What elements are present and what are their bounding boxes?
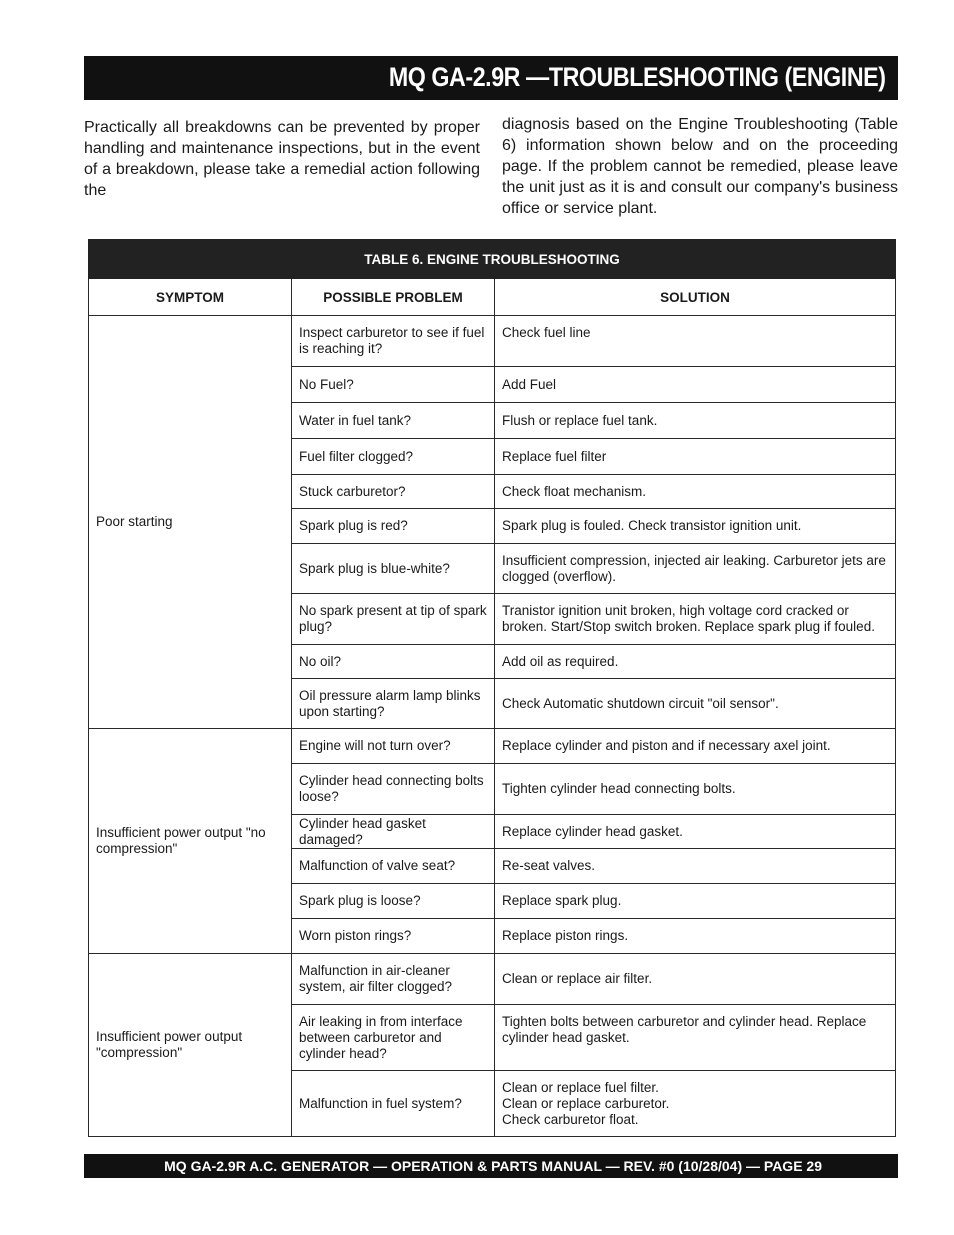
- table-row: [89, 316, 896, 367]
- table-title-row: [89, 240, 896, 279]
- possible-problem-cell: Malfunction in air-cleaner system, air filter clogged?: [292, 954, 495, 1005]
- solution-cell: Replace piston rings.: [495, 919, 896, 954]
- solution-cell: Check fuel line: [495, 316, 896, 367]
- symptom-cell: Insufficient power output "compression": [89, 954, 292, 1137]
- table-row: [89, 729, 896, 764]
- possible-problem-cell: Malfunction of valve seat?: [292, 849, 495, 884]
- header-solution: SOLUTION: [495, 279, 896, 316]
- solution-cell: Re-seat valves.: [495, 849, 896, 884]
- possible-problem-cell: Cylinder head connecting bolts loose?: [292, 764, 495, 815]
- solution-cell: Tighten bolts between carburetor and cylinder head. Replace cylinder head gasket.: [495, 1005, 896, 1071]
- page-title: MQ GA-2.9R —TROUBLESHOOTING (ENGINE): [389, 62, 886, 92]
- symptom-cell: Poor starting: [89, 316, 292, 729]
- possible-problem-cell: Malfunction in fuel system?: [292, 1071, 495, 1137]
- solution-cell: Flush or replace fuel tank.: [495, 403, 896, 439]
- intro-paragraph-right: diagnosis based on the Engine Troubleshooting (Table 6) information shown below and on the proceeding page. If the problem cannot be remedied, please leave the unit just as it is and consult our company's business office or service plant.: [502, 116, 898, 217]
- solution-cell: Tighten cylinder head connecting bolts.: [495, 764, 896, 815]
- solution-cell: Replace spark plug.: [495, 884, 896, 919]
- page-footer-bar: [84, 1154, 898, 1178]
- engine-troubleshooting-table: [88, 239, 896, 1137]
- header-possible-problem: POSSIBLE PROBLEM: [292, 279, 495, 316]
- intro-column-right: [502, 114, 898, 219]
- possible-problem-cell: Inspect carburetor to see if fuel is reaching it?: [292, 316, 495, 367]
- possible-problem-cell: Spark plug is red?: [292, 509, 495, 544]
- table-header-row: [89, 279, 896, 316]
- possible-problem-cell: Water in fuel tank?: [292, 403, 495, 439]
- solution-cell: Spark plug is fouled. Check transistor ignition unit.: [495, 509, 896, 544]
- table-body: [89, 316, 896, 1137]
- solution-cell: Tranistor ignition unit broken, high voltage cord cracked or broken. Start/Stop switch broken. Replace spark plug if fouled.: [495, 594, 896, 645]
- possible-problem-cell: Oil pressure alarm lamp blinks upon starting?: [292, 679, 495, 729]
- solution-cell: Check Automatic shutdown circuit "oil sensor".: [495, 679, 896, 729]
- solution-cell: Replace cylinder and piston and if necessary axel joint.: [495, 729, 896, 764]
- header-symptom: SYMPTOM: [89, 279, 292, 316]
- intro-paragraph-left: Practically all breakdowns can be prevented by proper handling and maintenance inspections, but in the event of a breakdown, please take a remedial action following the: [84, 119, 480, 199]
- solution-cell: Add Fuel: [495, 367, 896, 403]
- possible-problem-cell: Spark plug is loose?: [292, 884, 495, 919]
- possible-problem-cell: No spark present at tip of spark plug?: [292, 594, 495, 645]
- possible-problem-cell: Air leaking in from interface between carburetor and cylinder head?: [292, 1005, 495, 1071]
- troubleshooting-table-wrap: [88, 239, 895, 1137]
- solution-cell: Replace fuel filter: [495, 439, 896, 475]
- possible-problem-cell: Fuel filter clogged?: [292, 439, 495, 475]
- intro-column-left: [84, 117, 480, 201]
- symptom-cell: Insufficient power output "no compression": [89, 729, 292, 954]
- solution-cell: Insufficient compression, injected air leaking. Carburetor jets are clogged (overflow).: [495, 544, 896, 594]
- solution-cell: Clean or replace fuel filter. Clean or replace carburetor. Check carburetor float.: [495, 1071, 896, 1137]
- solution-cell: Check float mechanism.: [495, 475, 896, 509]
- table-title: TABLE 6. ENGINE TROUBLESHOOTING: [89, 240, 896, 279]
- solution-cell: Clean or replace air filter.: [495, 954, 896, 1005]
- possible-problem-cell: Worn piston rings?: [292, 919, 495, 954]
- possible-problem-cell: Engine will not turn over?: [292, 729, 495, 764]
- solution-cell: Add oil as required.: [495, 645, 896, 679]
- possible-problem-cell: No Fuel?: [292, 367, 495, 403]
- table-row: [89, 954, 896, 1005]
- possible-problem-cell: Spark plug is blue-white?: [292, 544, 495, 594]
- possible-problem-cell: Cylinder head gasket damaged?: [292, 815, 495, 849]
- page-title-bar: [84, 56, 898, 100]
- possible-problem-cell: Stuck carburetor?: [292, 475, 495, 509]
- possible-problem-cell: No oil?: [292, 645, 495, 679]
- solution-cell: Replace cylinder head gasket.: [495, 815, 896, 849]
- page-footer-text: MQ GA-2.9R A.C. GENERATOR — OPERATION & PARTS MANUAL — REV. #0 (10/28/04) — PAGE 29: [164, 1158, 822, 1174]
